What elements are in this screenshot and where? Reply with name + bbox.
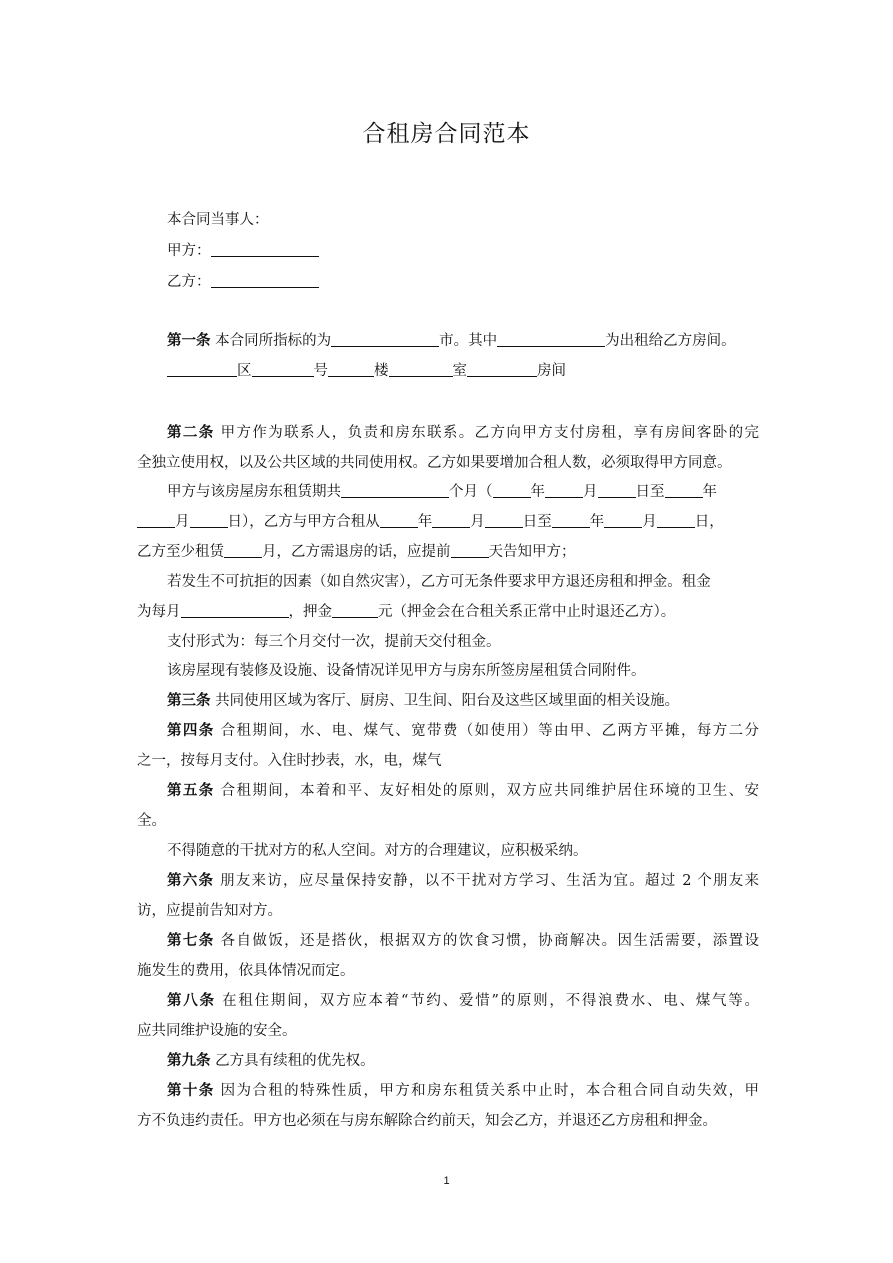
article-10-line-2: 方不负违约责任。甲方也必须在与房东解除合约前天，知会乙方，并退还乙方房租和押金。 — [137, 1113, 717, 1129]
article-6-label: 第六条 — [167, 872, 215, 889]
article-7-line-1: 第七条 各自做饭，还是搭伙，根据双方的饮食习惯，协商解决。因生活需要，添置设 — [167, 932, 760, 949]
article-3-line: 第三条 共同使用区域为客厅、厨房、卫生间、阳台及这些区域里面的相关设施。 — [167, 692, 680, 709]
article-5-line-1: 第五条 合租期间，本着和平、友好相处的原则，双方应共同维护居住环境的卫生、安 — [167, 782, 760, 799]
equipment-line: 该房屋现有装修及设施、设备情况详见甲方与房东所签房屋租赁合同附件。 — [167, 663, 646, 679]
article-2-line-2: 全独立使用权，以及公共区域的共同使用权。乙方如果要增加合租人数，必须取得甲方同意。 — [137, 455, 732, 471]
bedroom-blank[interactable] — [467, 362, 537, 377]
lease-start-month-blank[interactable] — [545, 483, 583, 498]
article-9-line: 第九条 乙方具有续租的优先权。 — [167, 1052, 375, 1069]
article-1-line-2: 区 号 楼 室 房间 — [167, 361, 566, 381]
lease-start-day-blank[interactable] — [598, 483, 636, 498]
party-a-line — [167, 241, 319, 261]
lease-term-line-2: 月 日），乙方与甲方合租从 年 月 日至 年 月 日， — [137, 512, 759, 532]
lease-end-day-blank[interactable] — [190, 513, 228, 528]
article-10-line-1: 第十条 因为合租的特殊性质，甲方和房东租赁关系中止时，本合租合同自动失效，甲 — [167, 1082, 760, 1099]
deposit-blank[interactable] — [332, 603, 378, 618]
article-6-line-1: 第六条 朋友来访，应尽量保持安静，以不干扰对方学习、生活为宜。超过 2 个朋友来 — [167, 872, 760, 889]
notice-days-blank[interactable] — [451, 543, 489, 558]
share-end-month-blank[interactable] — [604, 513, 642, 528]
article-3-label: 第三条 — [167, 692, 211, 709]
article-8-line-2: 应共同维护设施的安全。 — [137, 1023, 297, 1039]
rent-line: 为每月 ，押金 元（押金会在合租关系正常中止时退还乙方）。 — [137, 604, 676, 620]
lease-end-year-blank[interactable] — [665, 483, 703, 498]
city-blank[interactable] — [331, 332, 439, 347]
lease-end-month-blank[interactable] — [137, 513, 175, 528]
lease-start-year-blank[interactable] — [493, 483, 531, 498]
share-start-day-blank[interactable] — [485, 513, 523, 528]
article-1-line-1: 第一条 本合同所指标的为 市。其中 为出租给乙方房间。 — [167, 332, 736, 349]
number-blank[interactable] — [252, 362, 314, 377]
party-a-label: 甲方： — [167, 243, 211, 259]
article-9-label: 第九条 — [167, 1052, 211, 1069]
address-blank[interactable] — [497, 332, 605, 347]
building-blank[interactable] — [328, 362, 374, 377]
district-blank[interactable] — [167, 362, 237, 377]
article-1-label: 第一条 — [167, 332, 211, 349]
lease-months-blank[interactable] — [341, 483, 449, 498]
article-4-label: 第四条 — [167, 722, 215, 739]
lease-term-line-1: 甲方与该房屋房东租赁期共 个月（ 年 月 日至 年 — [167, 484, 717, 500]
room-blank[interactable] — [389, 362, 453, 377]
monthly-rent-blank[interactable] — [181, 603, 289, 618]
article-5-label: 第五条 — [167, 782, 215, 799]
force-majeure-line: 若发生不可抗拒的因素（如自然灾害），乙方可无条件要求甲方退还房租和押金。租金 — [167, 574, 711, 590]
payment-method-line: 支付形式为：每三个月交付一次，提前天交付租金。 — [167, 634, 501, 650]
article-4-line-2: 之一，按每月支付。入住时抄表，水，电，煤气 — [137, 753, 442, 769]
party-b-line — [167, 272, 319, 292]
article-8-line-1: 第八条 在租住期间，双方应本着“节约、爱惜”的原则，不得浪费水、电、煤气等。 — [167, 992, 760, 1009]
article-6-line-2: 访，应提前告知对方。 — [137, 903, 282, 919]
party-b-blank[interactable] — [211, 273, 319, 288]
article-2-line-1: 第二条 甲方作为联系人，负责和房东联系。乙方向甲方支付房租，享有房间客卧的完 — [167, 424, 760, 441]
article-8-label: 第八条 — [167, 992, 216, 1009]
party-a-blank[interactable] — [211, 242, 319, 257]
article-10-label: 第十条 — [167, 1082, 215, 1099]
share-start-year-blank[interactable] — [380, 513, 418, 528]
share-end-day-blank[interactable] — [657, 513, 695, 528]
article-2-label: 第二条 — [167, 424, 215, 441]
document-title: 合租房合同范本 — [362, 121, 531, 147]
share-start-month-blank[interactable] — [432, 513, 470, 528]
minimum-term-line: 乙方至少租赁 月，乙方需退房的话，应提前 天告知甲方； — [137, 544, 576, 560]
article-7-line-2: 施发生的费用，依具体情况而定。 — [137, 963, 355, 979]
party-b-label: 乙方： — [167, 274, 211, 290]
article-7-label: 第七条 — [167, 932, 215, 949]
parties-intro: 本合同当事人： — [167, 212, 269, 228]
share-end-year-blank[interactable] — [552, 513, 590, 528]
page-number: 1 — [443, 1175, 450, 1187]
article-4-line-1: 第四条 合租期间，水、电、煤气、宽带费（如使用）等由甲、乙两方平摊，每方二分 — [167, 722, 760, 739]
minimum-months-blank[interactable] — [224, 543, 262, 558]
article-5-line-3: 不得随意的干扰对方的私人空间。对方的合理建议，应积极采纳。 — [167, 843, 588, 859]
article-5-line-2: 全。 — [137, 813, 166, 829]
